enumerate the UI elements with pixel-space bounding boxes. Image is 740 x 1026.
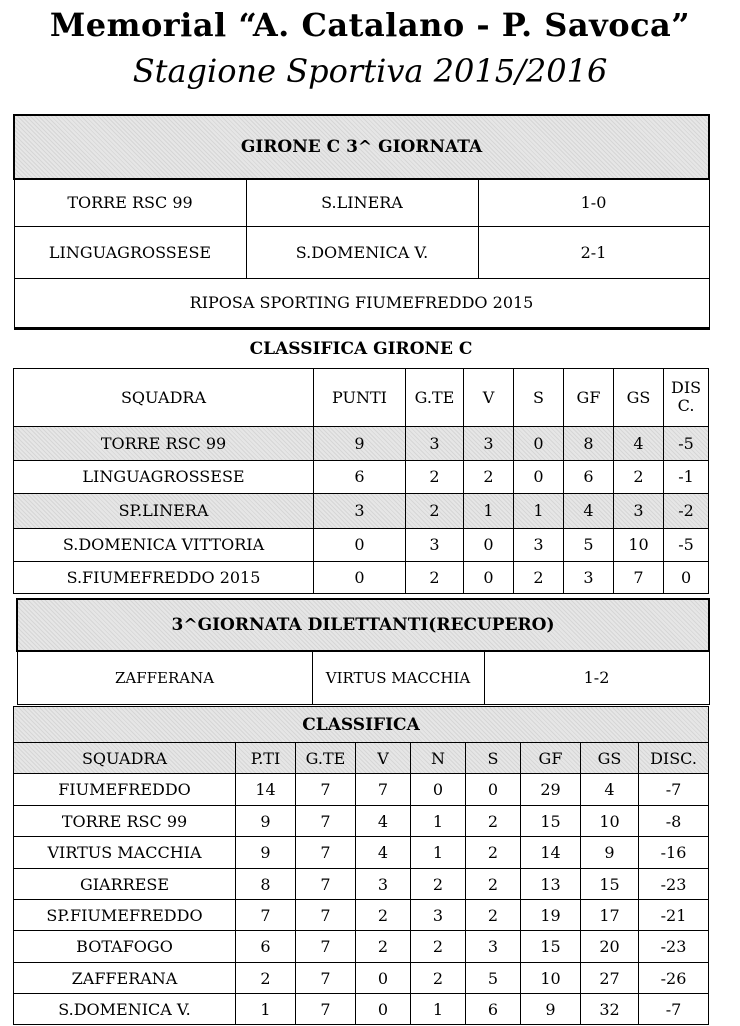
- cell: 5: [564, 528, 614, 561]
- column-header: GF: [521, 743, 581, 774]
- team-name: S.DOMENICA V.: [14, 994, 236, 1025]
- column-header: DIS C.: [664, 368, 709, 426]
- cell: 3: [314, 493, 406, 528]
- cell: 3: [406, 528, 464, 561]
- team-name: SP.LINERA: [14, 493, 314, 528]
- cell: 8: [564, 426, 614, 460]
- cell: 3: [564, 561, 614, 593]
- column-header: S: [466, 743, 521, 774]
- cell: 7: [296, 806, 356, 837]
- cell: 7: [296, 869, 356, 900]
- cell: 14: [521, 837, 581, 869]
- cell: 4: [564, 493, 614, 528]
- classifica-title: CLASSIFICA: [14, 707, 709, 743]
- classifica-girone-c-title: CLASSIFICA GIRONE C: [14, 330, 709, 368]
- cell: 1: [411, 806, 466, 837]
- cell: -2: [664, 493, 709, 528]
- cell: 0: [314, 528, 406, 561]
- team-name: FIUMEFREDDO: [14, 774, 236, 806]
- cell: 9: [521, 994, 581, 1025]
- cell: 3: [411, 900, 466, 931]
- cell: 5: [466, 963, 521, 994]
- cell: 7: [236, 900, 296, 931]
- cell: 2: [466, 837, 521, 869]
- table-row: [14, 561, 709, 593]
- cell: 2: [411, 869, 466, 900]
- cell: -5: [664, 426, 709, 460]
- cell: 2: [614, 460, 664, 493]
- column-header: PUNTI: [314, 368, 406, 426]
- cell: 0: [464, 561, 514, 593]
- column-header: G.TE: [296, 743, 356, 774]
- cell: 7: [296, 994, 356, 1025]
- girone-c-header: GIRONE C 3^ GIORNATA: [14, 115, 709, 179]
- dilettanti-match-table: [16, 598, 710, 705]
- team-name: SP.FIUMEFREDDO: [14, 900, 236, 931]
- cell: 17: [581, 900, 639, 931]
- cell: 4: [581, 774, 639, 806]
- cell: -8: [639, 806, 709, 837]
- column-header: S: [514, 368, 564, 426]
- cell: 14: [236, 774, 296, 806]
- cell: 6: [466, 994, 521, 1025]
- cell: 19: [521, 900, 581, 931]
- cell: 29: [521, 774, 581, 806]
- cell: 0: [356, 994, 411, 1025]
- rest-team: RIPOSA SPORTING FIUMEFREDDO 2015: [14, 278, 709, 328]
- cell: 3: [356, 869, 411, 900]
- classifica-table: [13, 706, 709, 1025]
- cell: 10: [581, 806, 639, 837]
- match-away: S.DOMENICA V.: [246, 226, 478, 278]
- cell: 15: [521, 806, 581, 837]
- column-header: SQUADRA: [14, 743, 236, 774]
- cell: -23: [639, 931, 709, 963]
- team-name: VIRTUS MACCHIA: [14, 837, 236, 869]
- cell: 0: [664, 561, 709, 593]
- column-header: SQUADRA: [14, 368, 314, 426]
- cell: 2: [406, 460, 464, 493]
- cell: 32: [581, 994, 639, 1025]
- cell: 3: [514, 528, 564, 561]
- table-row: [14, 493, 709, 528]
- table-row: [14, 994, 709, 1025]
- team-name: LINGUAGROSSESE: [14, 460, 314, 493]
- cell: 2: [406, 493, 464, 528]
- team-name: ZAFFERANA: [14, 963, 236, 994]
- column-header: P.TI: [236, 743, 296, 774]
- page-subtitle: Stagione Sportiva 2015/2016: [132, 52, 608, 90]
- cell: -7: [639, 994, 709, 1025]
- cell: 2: [356, 931, 411, 963]
- cell: 2: [464, 460, 514, 493]
- cell: -23: [639, 869, 709, 900]
- cell: 7: [356, 774, 411, 806]
- table-row: [14, 931, 709, 963]
- cell: 9: [236, 806, 296, 837]
- cell: 2: [466, 869, 521, 900]
- cell: 3: [464, 426, 514, 460]
- cell: 1: [236, 994, 296, 1025]
- cell: 6: [236, 931, 296, 963]
- column-header: G.TE: [406, 368, 464, 426]
- cell: 4: [356, 806, 411, 837]
- cell: 7: [296, 931, 356, 963]
- match-home: TORRE RSC 99: [14, 179, 246, 226]
- column-header: DISC.: [639, 743, 709, 774]
- match-score: 1-2: [484, 651, 709, 704]
- cell: 2: [356, 900, 411, 931]
- girone-c-matches: [13, 114, 710, 330]
- cell: 4: [356, 837, 411, 869]
- column-header: V: [356, 743, 411, 774]
- cell: 3: [406, 426, 464, 460]
- cell: 6: [564, 460, 614, 493]
- cell: 2: [236, 963, 296, 994]
- cell: 1: [464, 493, 514, 528]
- table-row: [14, 869, 709, 900]
- cell: -26: [639, 963, 709, 994]
- column-header: N: [411, 743, 466, 774]
- cell: -16: [639, 837, 709, 869]
- match-away: S.LINERA: [246, 179, 478, 226]
- cell: 2: [466, 900, 521, 931]
- cell: 3: [466, 931, 521, 963]
- table-row: [14, 837, 709, 869]
- cell: 15: [521, 931, 581, 963]
- cell: 1: [411, 837, 466, 869]
- column-header: GF: [564, 368, 614, 426]
- cell: 7: [614, 561, 664, 593]
- cell: 9: [236, 837, 296, 869]
- cell: 10: [521, 963, 581, 994]
- cell: -5: [664, 528, 709, 561]
- cell: -1: [664, 460, 709, 493]
- team-name: TORRE RSC 99: [14, 806, 236, 837]
- match-score: 1-0: [478, 179, 709, 226]
- team-name: TORRE RSC 99: [14, 426, 314, 460]
- cell: 0: [464, 528, 514, 561]
- cell: 27: [581, 963, 639, 994]
- cell: 9: [314, 426, 406, 460]
- cell: 2: [411, 963, 466, 994]
- table-row: [14, 460, 709, 493]
- classifica-girone-c-table: [13, 330, 709, 594]
- cell: 4: [614, 426, 664, 460]
- cell: 7: [296, 963, 356, 994]
- cell: 7: [296, 837, 356, 869]
- cell: 6: [314, 460, 406, 493]
- table-row: [14, 806, 709, 837]
- column-header: GS: [614, 368, 664, 426]
- cell: 2: [406, 561, 464, 593]
- cell: 2: [466, 806, 521, 837]
- cell: 9: [581, 837, 639, 869]
- cell: 0: [514, 460, 564, 493]
- cell: 2: [514, 561, 564, 593]
- column-header: GS: [581, 743, 639, 774]
- table-row: [14, 426, 709, 460]
- cell: 1: [411, 994, 466, 1025]
- cell: 7: [296, 774, 356, 806]
- team-name: GIARRESE: [14, 869, 236, 900]
- cell: 15: [581, 869, 639, 900]
- page-title: Memorial “A. Catalano - P. Savoca”: [49, 6, 691, 44]
- cell: 0: [514, 426, 564, 460]
- match-home: LINGUAGROSSESE: [14, 226, 246, 278]
- cell: 13: [521, 869, 581, 900]
- team-name: S.FIUMEFREDDO 2015: [14, 561, 314, 593]
- cell: 0: [314, 561, 406, 593]
- dilettanti-header: 3^GIORNATA DILETTANTI(RECUPERO): [17, 599, 709, 651]
- cell: 0: [466, 774, 521, 806]
- cell: 0: [356, 963, 411, 994]
- table-row: [14, 528, 709, 561]
- table-row: [14, 963, 709, 994]
- match-home: ZAFFERANA: [17, 651, 312, 704]
- cell: 3: [614, 493, 664, 528]
- table-row: [14, 900, 709, 931]
- team-name: BOTAFOGO: [14, 931, 236, 963]
- cell: -21: [639, 900, 709, 931]
- column-header: V: [464, 368, 514, 426]
- cell: 0: [411, 774, 466, 806]
- cell: 8: [236, 869, 296, 900]
- cell: 7: [296, 900, 356, 931]
- cell: -7: [639, 774, 709, 806]
- match-away: VIRTUS MACCHIA: [312, 651, 484, 704]
- match-score: 2-1: [478, 226, 709, 278]
- team-name: S.DOMENICA VITTORIA: [14, 528, 314, 561]
- cell: 10: [614, 528, 664, 561]
- cell: 20: [581, 931, 639, 963]
- cell: 1: [514, 493, 564, 528]
- table-row: [14, 774, 709, 806]
- cell: 2: [411, 931, 466, 963]
